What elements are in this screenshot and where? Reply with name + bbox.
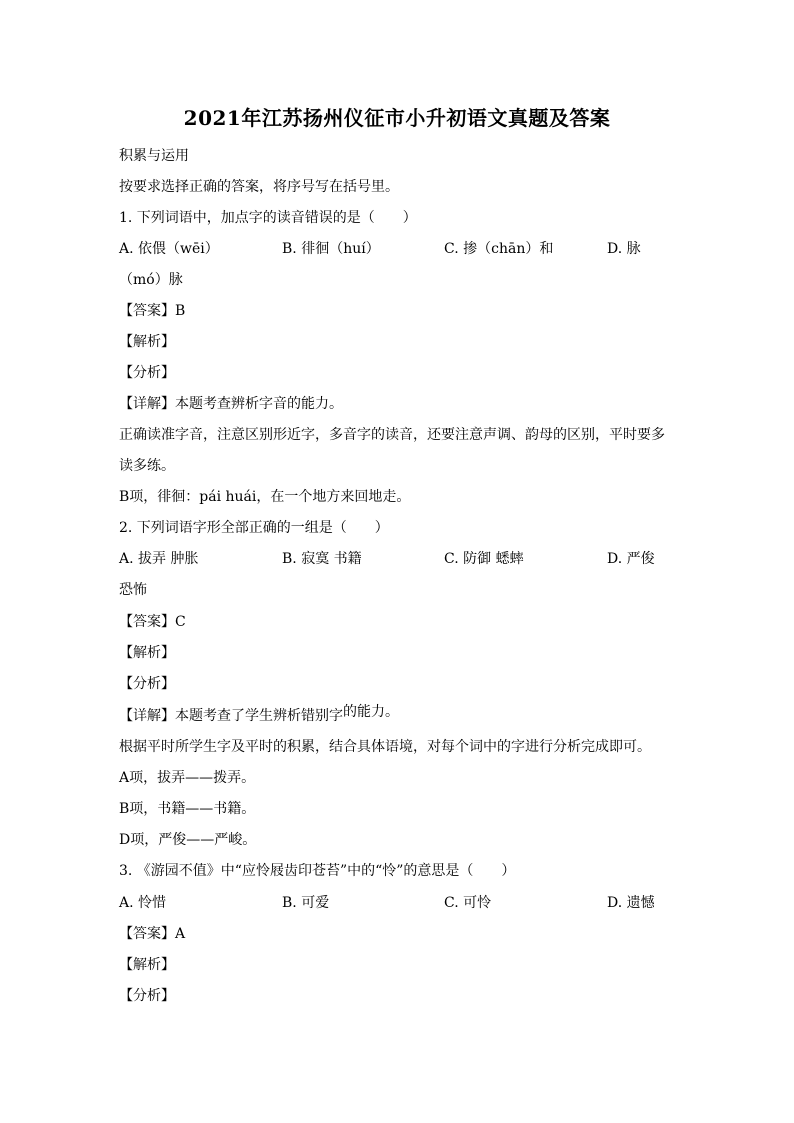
question-1-option-d: D. 脉 [607,241,641,257]
question-2-option-tail: 恐怖 [119,582,147,598]
question-3-option-a: A. 怜惜 [119,895,167,911]
question-3-stem: 3. 《游园不值》中“应怜屐齿印苍苔”中的“怜”的意思是（ ） [119,863,516,879]
question-2-detail-tail: 的能力。 [343,704,399,720]
question-2-stem: 2. 下列词语字形全部正确的一组是（ ） [119,520,389,536]
question-2-analysis-label: 【解析】 [119,645,175,661]
question-1-option-b: B. 徘徊（huí） [282,241,380,257]
section-heading: 积累与运用 [119,148,189,164]
question-2-option-b: B. 寂寞 书籍 [282,551,362,567]
instruction-text: 按要求选择正确的答案，将序号写在括号里。 [119,179,399,195]
question-2-explain-line-1: 根据平时所学生字及平时的积累，结合具体语境，对每个词中的字进行分析完成即可。 [119,739,651,755]
question-1-option-c: C. 掺（chān）和 [444,241,554,257]
question-2-explain-line-3: B项，书籍——书籍。 [119,801,256,817]
question-1-option-a: A. 依偎（wēi） [119,241,219,257]
question-1-explain-line-1: 正确读准字音，注意区别形近字，多音字的读音，还要注意声调、韵母的区别，平时要多 [119,427,665,443]
question-2-fenxi-label: 【分析】 [119,676,175,692]
question-2-option-d: D. 严俊 [607,551,655,567]
question-1-option-tail: （mó）脉 [119,272,183,288]
page-title: 2021年江苏扬州仪征市小升初语文真题及答案 [183,106,611,130]
question-1-stem: 1. 下列词语中，加点字的读音错误的是（ ） [119,210,417,226]
question-2-answer: 【答案】C [119,614,186,630]
question-2-explain-line-2: A项，拔弄——拨弄。 [119,770,256,786]
question-1-analysis-label: 【解析】 [119,334,175,350]
question-1-explain-line-2: 读多练。 [119,458,175,474]
question-2-option-c: C. 防御 蟋蟀 [444,551,524,567]
question-3-option-d: D. 遗憾 [607,895,655,911]
question-3-fenxi-label: 【分析】 [119,988,175,1004]
question-3-answer: 【答案】A [119,926,186,942]
question-1-detail: 【详解】本题考查辨析字音的能力。 [119,396,343,412]
question-2-detail-main: 【详解】本题考查了学生辨析错别字 [119,708,343,724]
question-1-fenxi-label: 【分析】 [119,365,175,381]
question-1-explain-line-3: B项，徘徊：pái huái，在一个地方来回地走。 [119,489,411,505]
question-2-detail [119,706,399,726]
question-3-analysis-label: 【解析】 [119,957,175,973]
question-2-option-a: A. 拔弄 肿胀 [119,551,199,567]
question-1-answer: 【答案】B [119,303,186,319]
question-3-option-b: B. 可爱 [282,895,330,911]
question-2-explain-line-4: D项，严俊——严峻。 [119,832,257,848]
question-3-option-c: C. 可怜 [444,895,492,911]
